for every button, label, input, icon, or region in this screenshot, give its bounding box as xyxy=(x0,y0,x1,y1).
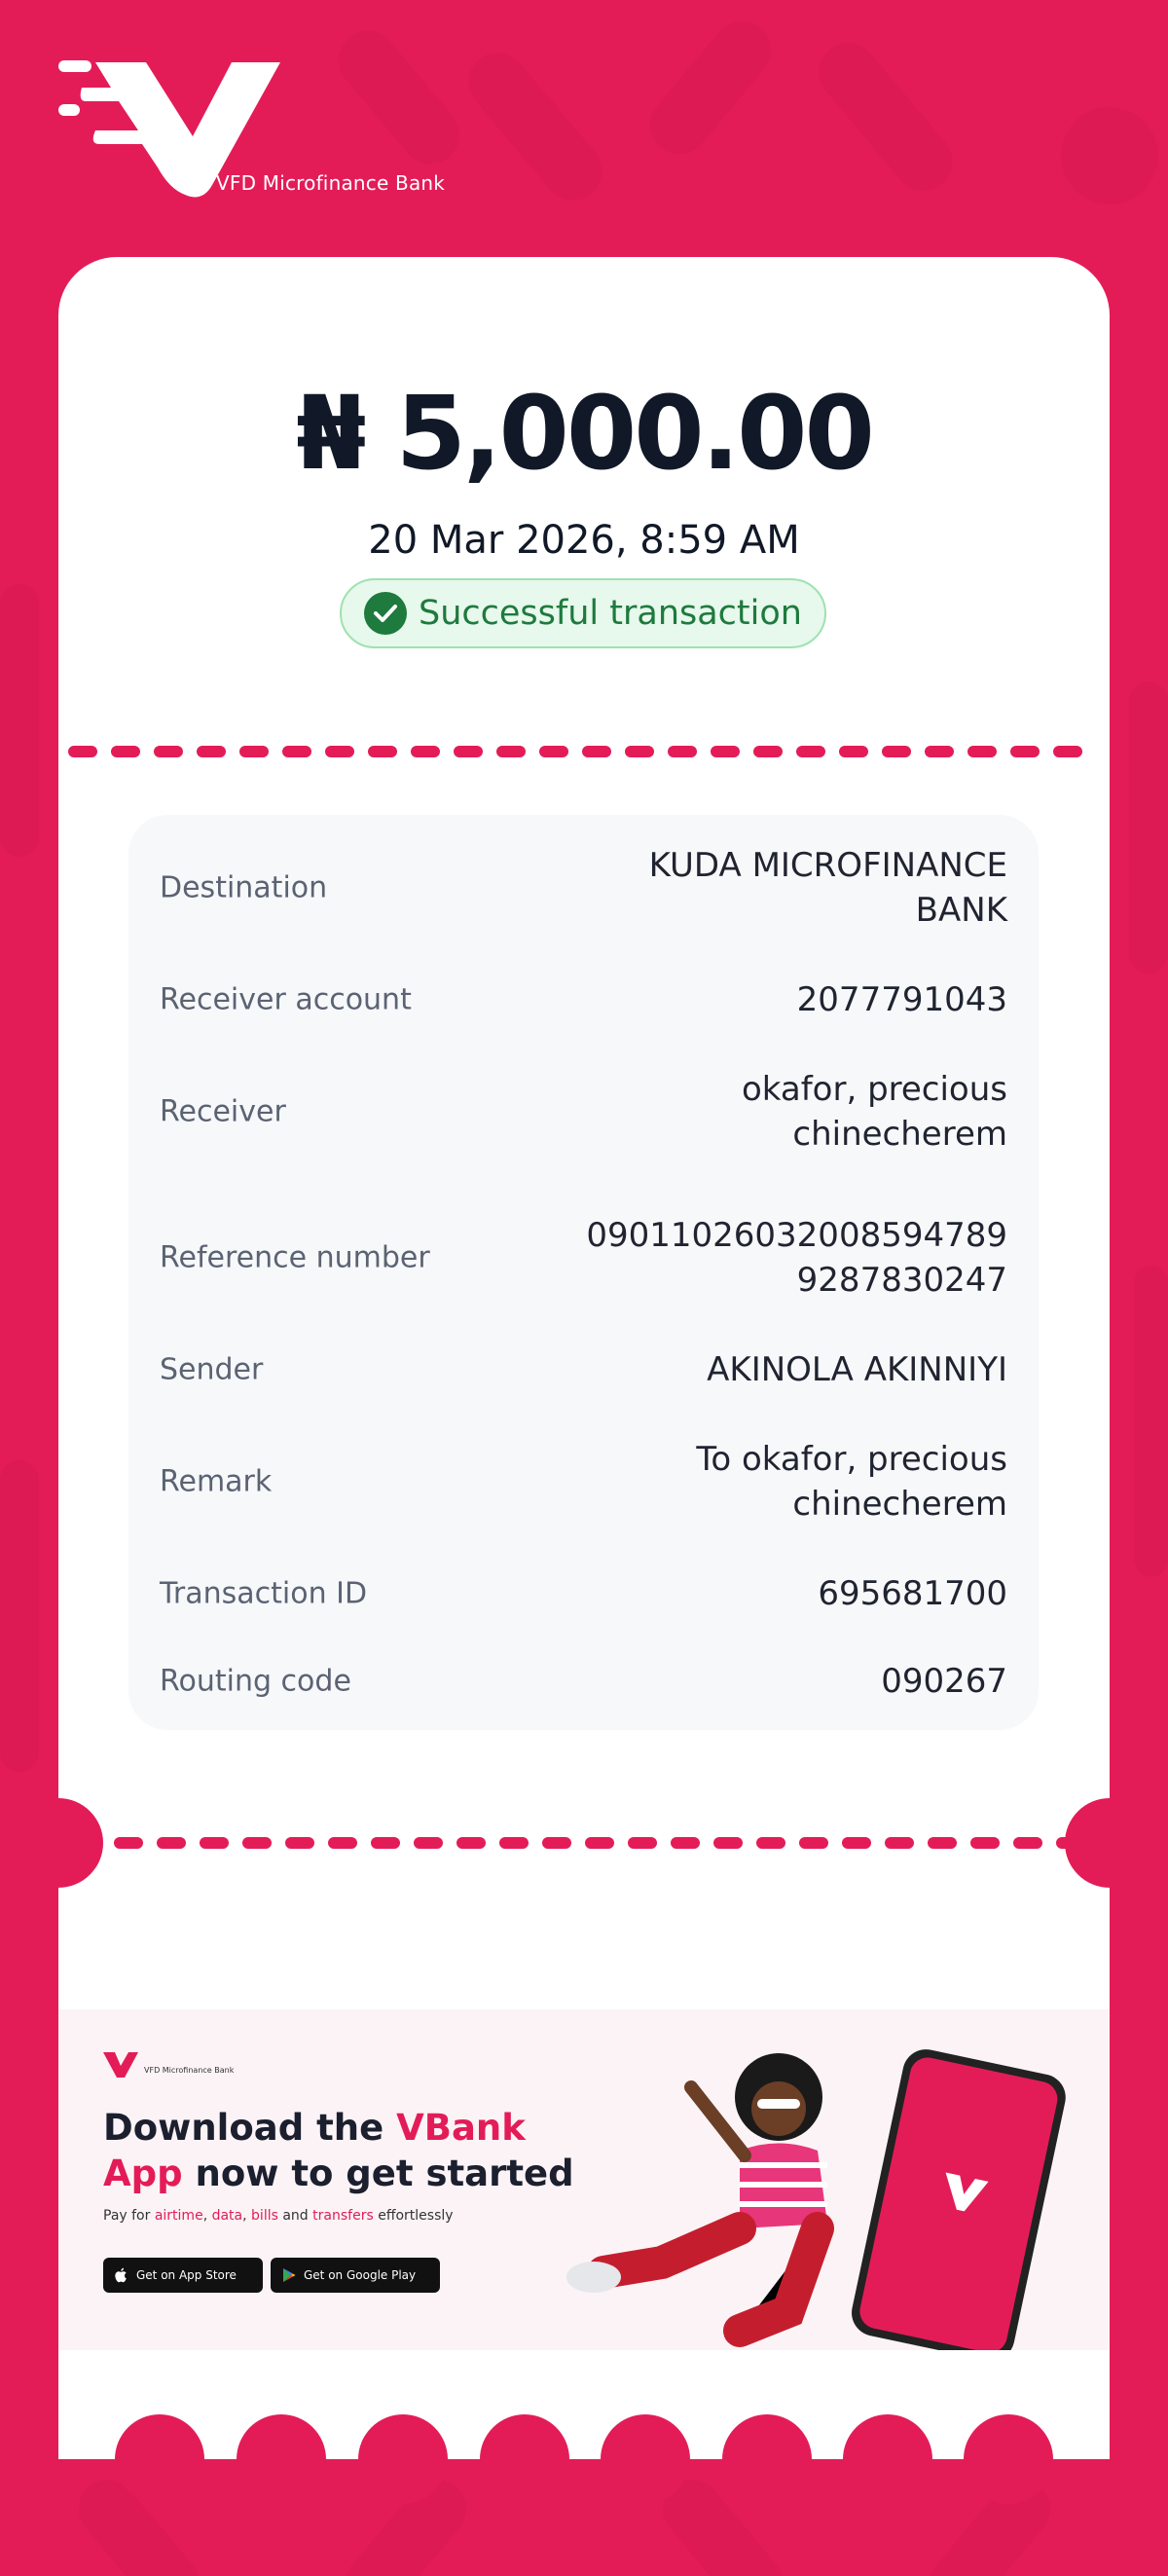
detail-label: Reference number xyxy=(160,1240,430,1275)
google-play-icon xyxy=(282,2267,296,2283)
detail-label: Receiver account xyxy=(160,982,412,1017)
detail-label: Remark xyxy=(160,1464,273,1499)
receipt-card xyxy=(58,257,1110,2459)
bottom-scallop-circle xyxy=(964,2414,1053,2504)
heading-accent-vbank: VBank xyxy=(396,2107,526,2149)
sub-text: Pay for xyxy=(103,2208,155,2224)
detail-value: To okafor, precious chinecherem xyxy=(696,1440,1007,1524)
bottom-scallop-circle xyxy=(843,2414,932,2504)
detail-value: 090110260320085947899287830247 xyxy=(586,1216,1007,1300)
sub-airtime: airtime xyxy=(154,2208,203,2224)
detail-row-reference xyxy=(160,1185,1007,1331)
sub-separator: , xyxy=(242,2208,252,2224)
app-download-banner[interactable] xyxy=(58,2009,1110,2350)
detail-value: AKINOLA AKINNIYI xyxy=(707,1350,1007,1389)
bottom-scallop-circle xyxy=(358,2414,448,2504)
heading-text: Download the xyxy=(103,2107,397,2149)
banner-subtitle xyxy=(103,2208,454,2224)
app-store-label: Get on App Store xyxy=(136,2268,237,2282)
detail-label: Routing code xyxy=(160,1664,351,1699)
detail-value: 2077791043 xyxy=(796,980,1007,1019)
ticket-notch-right xyxy=(1065,1798,1110,1888)
vbank-small-logo-icon xyxy=(101,2050,140,2079)
transaction-datetime: 20 Mar 2026, 8:59 AM xyxy=(368,518,800,563)
check-circle-icon xyxy=(364,592,407,635)
bottom-scallop-circle xyxy=(722,2414,812,2504)
detail-row-remark xyxy=(160,1409,1007,1555)
apple-icon xyxy=(115,2267,128,2283)
heading-accent-app: App xyxy=(103,2153,183,2194)
detail-label: Transaction ID xyxy=(160,1576,368,1611)
sub-text: effortlessly xyxy=(373,2208,454,2224)
bottom-scallop-circle xyxy=(115,2414,204,2504)
detail-row-destination xyxy=(160,815,1007,961)
status-badge xyxy=(340,578,826,648)
detail-value: KUDA MICROFINANCE BANK xyxy=(648,846,1007,930)
heading-text-2: now to get started xyxy=(182,2153,574,2194)
detail-row-transaction-id xyxy=(160,1555,1007,1633)
divider-bottom xyxy=(112,1836,1066,1850)
detail-value: 695681700 xyxy=(818,1574,1007,1613)
detail-row-receiver-account xyxy=(160,961,1007,1039)
bottom-scallop-circle xyxy=(601,2414,690,2504)
banner-heading xyxy=(103,2105,574,2196)
google-play-button[interactable] xyxy=(271,2258,440,2293)
transaction-details xyxy=(128,815,1039,1730)
detail-value: 090267 xyxy=(881,1662,1007,1701)
sub-data: data xyxy=(211,2208,243,2224)
divider-top xyxy=(68,745,1100,758)
person-with-phone-illustration xyxy=(545,2029,1110,2350)
detail-row-receiver xyxy=(160,1039,1007,1185)
app-store-button[interactable] xyxy=(103,2258,263,2293)
ticket-notch-left xyxy=(58,1798,103,1888)
detail-row-routing-code xyxy=(160,1633,1007,1730)
bottom-scallop-circle xyxy=(237,2414,326,2504)
banner-brand-name: VFD Microfinance Bank xyxy=(144,2066,235,2075)
detail-label: Receiver xyxy=(160,1094,286,1129)
brand-name: VFD Microfinance Bank xyxy=(216,171,446,195)
detail-value: okafor, precious chinecherem xyxy=(741,1070,1007,1154)
transaction-amount: ₦ 5,000.00 xyxy=(296,374,872,493)
detail-row-sender xyxy=(160,1331,1007,1409)
sub-separator: and xyxy=(277,2208,313,2224)
sub-transfers: transfers xyxy=(312,2208,374,2224)
sub-separator: , xyxy=(202,2208,212,2224)
sub-bills: bills xyxy=(251,2208,278,2224)
google-play-label: Get on Google Play xyxy=(304,2268,417,2282)
status-text: Successful transaction xyxy=(419,594,802,633)
detail-label: Sender xyxy=(160,1352,264,1387)
bottom-scallop-circle xyxy=(480,2414,569,2504)
detail-label: Destination xyxy=(160,870,328,905)
